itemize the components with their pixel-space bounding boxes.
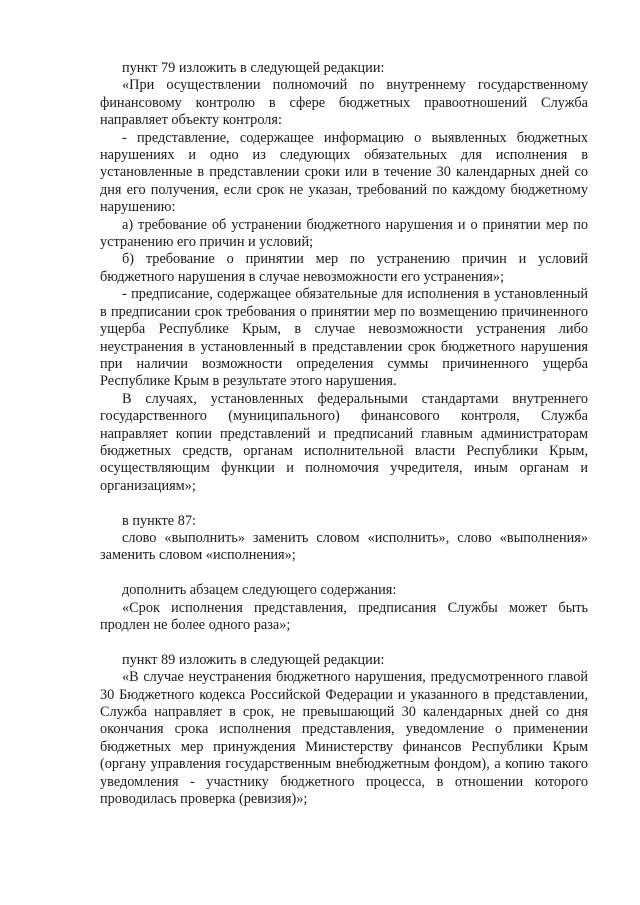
spacer xyxy=(100,495,588,512)
paragraph-representation: - представление, содержащее информацию о выявленных бюджетных нарушениях и одно из следующих обязательных для исполнения в установленные в представлении сроки или в течение 30 календарных дней со дня его получения, если срок не указан, требований по каждому бюджетному нарушению: xyxy=(100,129,588,216)
document-page xyxy=(100,60,588,808)
paragraph-requirement-a: а) требование об устранении бюджетного нарушения и о принятии мер по устранению его причин и условий; xyxy=(100,216,588,251)
spacer xyxy=(100,634,588,651)
paragraph-requirement-b: б) требование о принятии мер по устранению причин и условий бюджетного нарушения в случае невозможности его устранения»; xyxy=(100,251,588,285)
paragraph-point-89-heading: пункт 89 изложить в следующей редакции: xyxy=(122,651,385,668)
paragraph-point-79-heading: пункт 79 изложить в следующей редакции: xyxy=(122,60,385,76)
paragraph-federal-standards: В случаях, установленных федеральными стандартами внутреннего государственного (муниципального) финансового контроля, Служба направляет копии представлений и предписаний главным администраторам бюджетных средств, органам исполнительной власти Республики Крым, осуществляющим функции и полномочия учредителя, иным органам и организациям»; xyxy=(100,390,588,494)
paragraph-extension-term: «Срок исполнения представления, предписания Службы может быть продлен не более одного раза»; xyxy=(100,599,588,633)
paragraph-non-elimination: «В случае неустранения бюджетного нарушения, предусмотренного главой 30 Бюджетного кодекса Российской Федерации и указанного в представлении, Служба направляет в срок, не превышающий 30 календарных дней со дня окончания срока исполнения представления, уведомление о применении бюджетных мер принуждения Министерству финансов Республики Крым (органу управления государственным внебюджетным фондом), а копию такого уведомления - участнику бюджетного процесса, в отношении которого проводилась проверка (ревизия)»; xyxy=(100,669,588,808)
spacer xyxy=(100,565,588,582)
paragraph-control-intro: «При осуществлении полномочий по внутреннему государственному финансовому контролю в сфере бюджетных правоотношений Служба направляет объекту контроля: xyxy=(100,77,588,129)
paragraph-prescription: - предписание, содержащее обязательные для исполнения в установленный в предписании срок требования о принятии мер по возмещению причиненного ущерба Республике Крым, в случае невозможности устранения либо неустранения в установленный в представлении срок бюджетного нарушения при наличии возможности определения суммы причиненного ущерба Республике Крым в результате этого нарушения. xyxy=(100,286,588,390)
paragraph-word-replacement: слово «выполнить» заменить словом «исполнить», слово «выполнения» заменить словом «исполнения»; xyxy=(100,529,588,564)
paragraph-add-clause-heading: дополнить абзацем следующего содержания: xyxy=(122,582,397,599)
paragraph-point-87-heading: в пункте 87: xyxy=(122,512,196,529)
